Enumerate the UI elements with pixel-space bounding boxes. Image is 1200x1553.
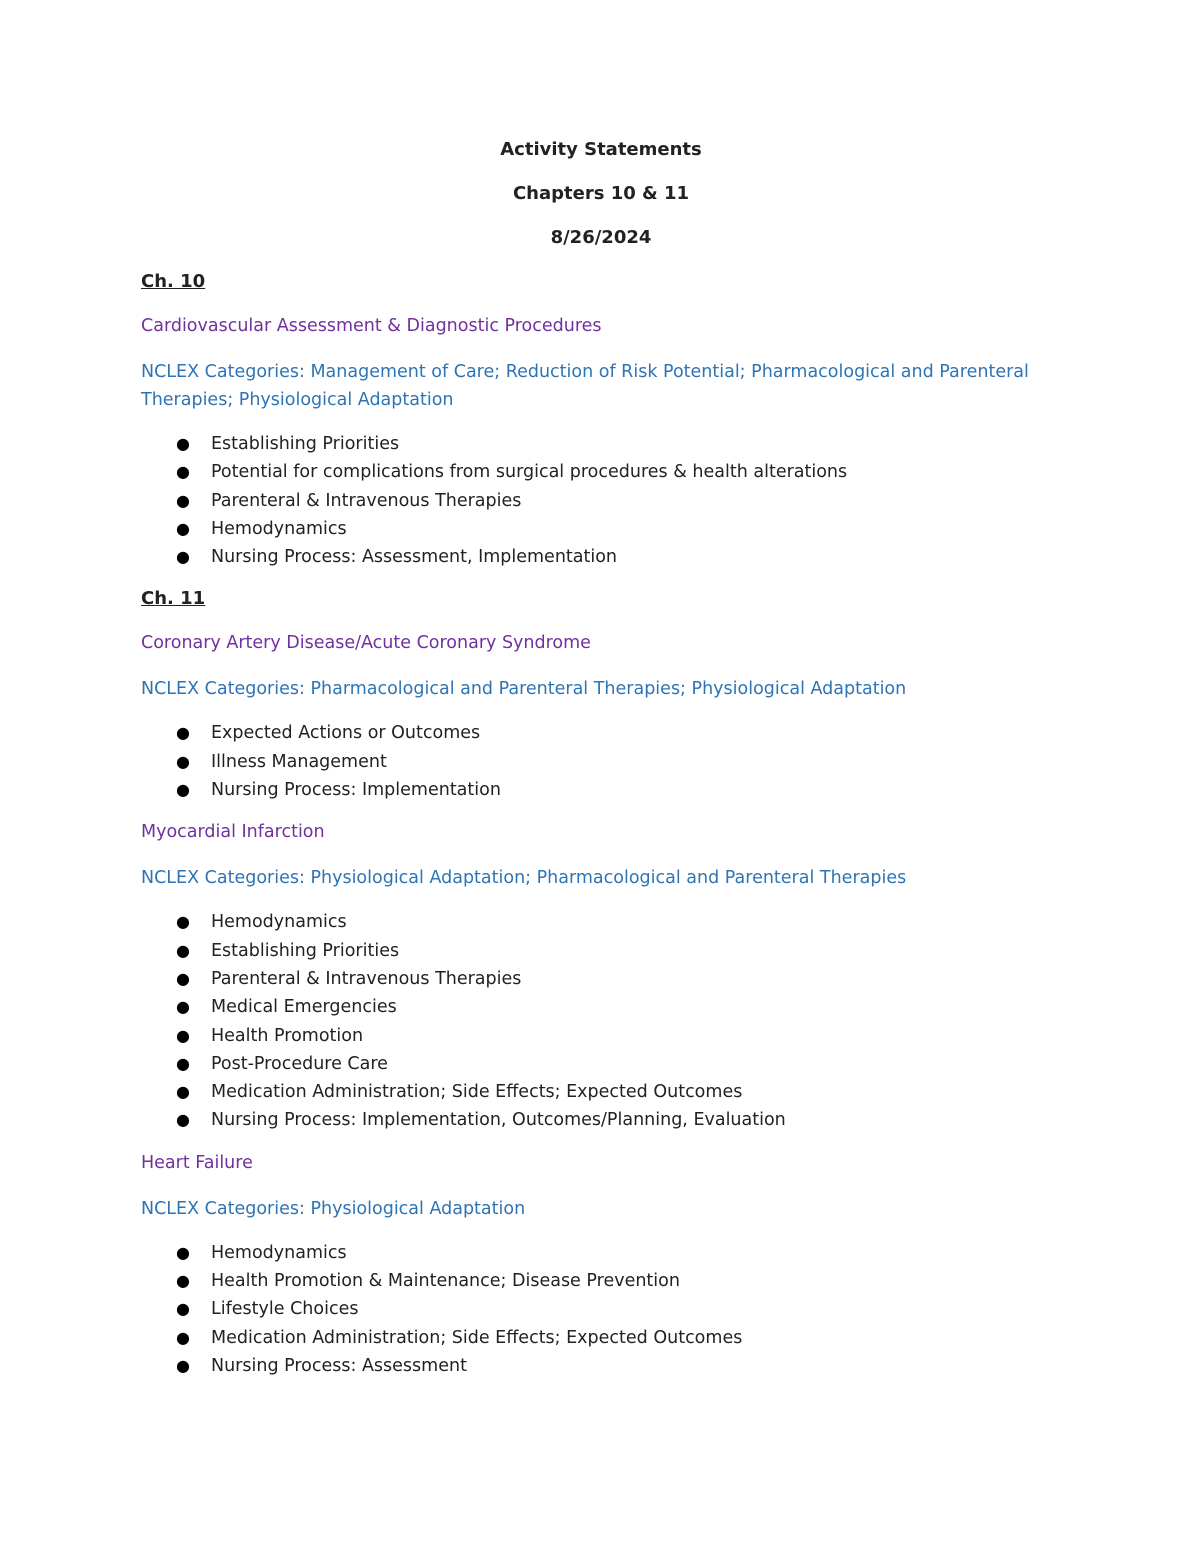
- list-item: ● Nursing Process: Implementation, Outcomes/Planning, Evaluation: [141, 1106, 1061, 1134]
- list-item: ● Lifestyle Choices: [141, 1295, 1061, 1323]
- document-subtitle: Chapters 10 & 11: [512, 183, 690, 204]
- bullet-icon: ●: [176, 968, 190, 988]
- bullet-icon: ●: [176, 940, 190, 960]
- list-item: ● Illness Management: [141, 748, 1061, 776]
- bullet-icon: ●: [176, 1082, 190, 1102]
- list-item: ● Hemodynamics: [141, 1239, 1061, 1267]
- list-item: ● Post-Procedure Care: [141, 1050, 1061, 1078]
- chapter-10: [141, 270, 1061, 571]
- list-item: ● Nursing Process: Assessment: [141, 1352, 1061, 1380]
- list-item: ● Medication Administration; Side Effects; Expected Outcomes: [141, 1078, 1061, 1106]
- bullet-icon: ●: [176, 1025, 190, 1045]
- section-nclex-categories: NCLEX Categories: Pharmacological and Parenteral Therapies; Physiological Adaptation: [141, 679, 907, 700]
- bullet-icon: ●: [176, 1242, 190, 1262]
- list-item: ● Health Promotion: [141, 1022, 1061, 1050]
- list-item: ● Hemodynamics: [141, 908, 1061, 936]
- bullet-icon: ●: [176, 1299, 190, 1319]
- chapter-heading: Ch. 11: [141, 588, 206, 610]
- bullet-list: [141, 908, 1061, 1134]
- document-date: 8/26/2024: [550, 227, 652, 248]
- bullet-icon: ●: [176, 1327, 190, 1347]
- section-topic: Coronary Artery Disease/Acute Coronary Syndrome: [141, 633, 591, 654]
- list-item: ● Health Promotion & Maintenance; Disease Prevention: [141, 1267, 1061, 1295]
- document-title: Activity Statements: [500, 139, 702, 160]
- list-item: ● Hemodynamics: [141, 515, 1061, 543]
- chapter-heading: Ch. 10: [141, 271, 206, 292]
- list-item: ● Medical Emergencies: [141, 993, 1061, 1021]
- section-nclex-categories: NCLEX Categories: Physiological Adaptation; Pharmacological and Parenteral Therapies: [141, 868, 907, 889]
- section: [141, 314, 1061, 571]
- list-item: ● Establishing Priorities: [141, 937, 1061, 965]
- bullet-icon: ●: [176, 997, 190, 1017]
- section-nclex-categories: NCLEX Categories: Physiological Adaptation: [141, 1198, 526, 1219]
- document-page: [141, 138, 1061, 1396]
- list-item: ● Expected Actions or Outcomes: [141, 719, 1061, 747]
- bullet-icon: ●: [176, 518, 190, 538]
- bullet-icon: ●: [176, 723, 190, 743]
- bullet-icon: ●: [176, 780, 190, 800]
- list-item: ● Parenteral & Intravenous Therapies: [141, 965, 1061, 993]
- section: [141, 631, 1061, 804]
- chapter-11: [141, 587, 1061, 1380]
- section-nclex-categories: NCLEX Categories: Management of Care; Reduction of Risk Potential; Pharmacological and Parenteral Therapies; Physiological Adaptation: [141, 362, 1029, 410]
- bullet-icon: ●: [176, 462, 190, 482]
- list-item: ● Nursing Process: Implementation: [141, 776, 1061, 804]
- section-topic: Cardiovascular Assessment & Diagnostic Procedures: [141, 316, 602, 336]
- section-topic: Heart Failure: [141, 1152, 253, 1173]
- bullet-icon: ●: [176, 1053, 190, 1073]
- bullet-icon: ●: [176, 434, 190, 453]
- document-header: [141, 138, 1061, 250]
- section: [141, 820, 1061, 1134]
- bullet-icon: ●: [176, 1271, 190, 1291]
- bullet-icon: ●: [176, 751, 190, 771]
- list-item: ● Parenteral & Intravenous Therapies: [141, 487, 1061, 515]
- list-item: ● Potential for complications from surgical procedures & health alterations: [141, 458, 1061, 486]
- bullet-icon: ●: [176, 547, 190, 567]
- section: [141, 1151, 1061, 1380]
- list-item: ● Nursing Process: Assessment, Implementation: [141, 543, 1061, 571]
- list-item: ● Medication Administration; Side Effects; Expected Outcomes: [141, 1324, 1061, 1352]
- bullet-icon: ●: [176, 1355, 190, 1375]
- bullet-list: [141, 719, 1061, 804]
- bullet-icon: ●: [176, 912, 190, 932]
- bullet-list: [141, 430, 1061, 571]
- bullet-icon: ●: [176, 490, 190, 510]
- bullet-icon: ●: [176, 1110, 190, 1130]
- list-item: ● Establishing Priorities: [141, 430, 1061, 458]
- bullet-list: [141, 1239, 1061, 1380]
- section-topic: Myocardial Infarction: [141, 822, 325, 843]
